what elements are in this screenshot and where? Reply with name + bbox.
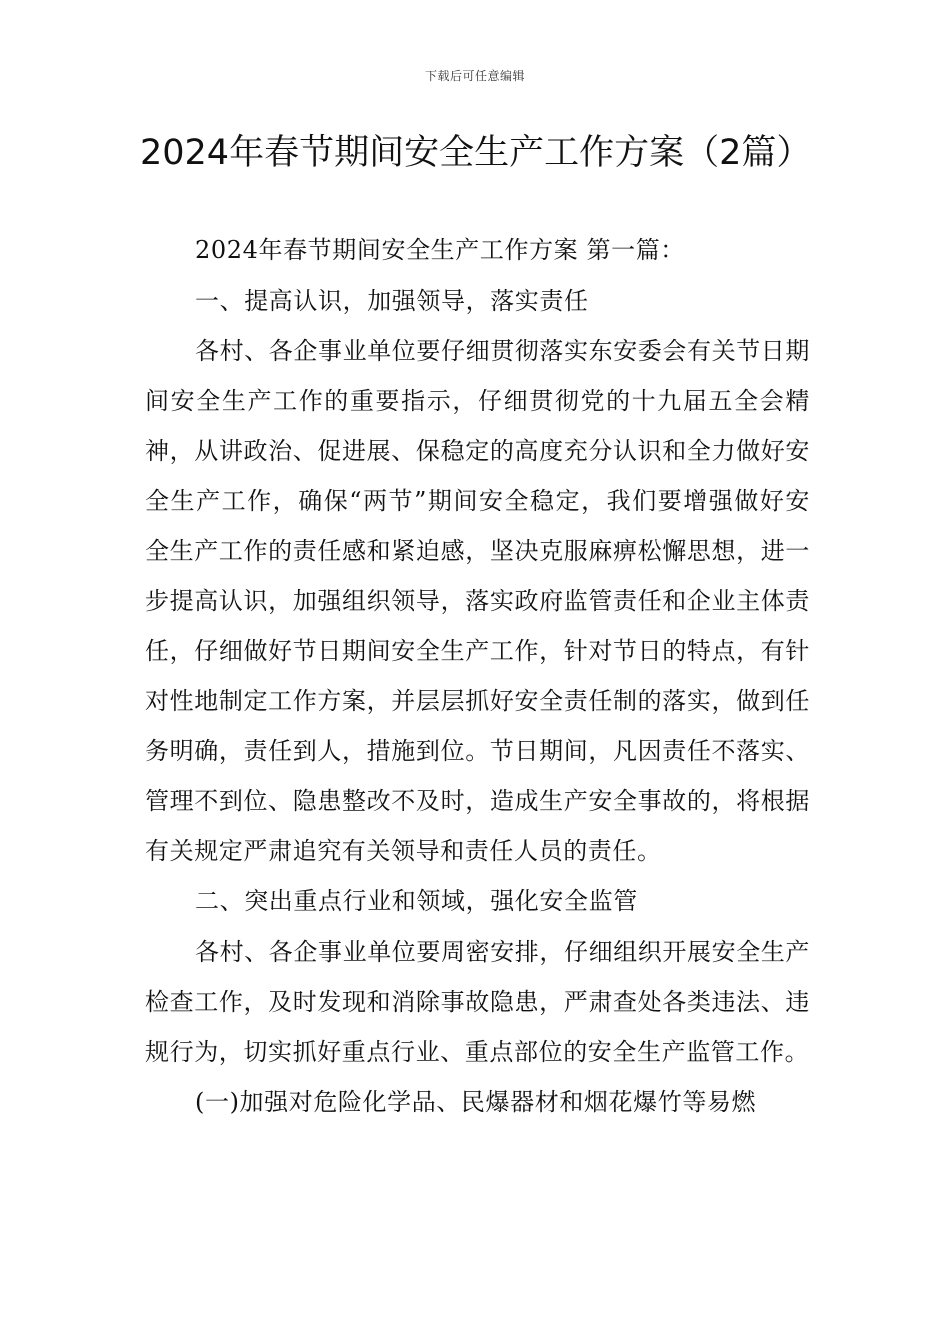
section-paragraph-2: 各村、各企事业单位要周密安排，仔细组织开展安全生产检查工作，及时发现和消除事故隐患，严肃查处各类违法、违规行为，切实抓好重点行业、重点部位的安全生产监管工作。 <box>145 937 810 1066</box>
section-heading-1: 一、提高认识，加强领导，落实责任 <box>195 286 589 315</box>
section-paragraph-1: 各村、各企事业单位要仔细贯彻落实东安委会有关节日期间安全生产工作的重要指示，仔细贯彻党的十九届五全会精神，从讲政治、促进展、保稳定的高度充分认识和全力做好安全生产工作，确保“两节”期间安全稳定，我们要增强做好安全生产工作的责任感和紧迫感，坚决克服麻痹松懈思想，进一步提高认识，加强组织领导，落实政府监管责任和企业主体责任，仔细做好节日期间安全生产工作，针对节日的特点，有针对性地制定工作方案，并层层抓好安全责任制的落实，做到任务明确，责任到人，措施到位。节日期间，凡因责任不落实、管理不到位、隐患整改不及时，造成生产安全事故的，将根据有关规定严肃追究有关领导和责任人员的责任。 <box>145 337 810 865</box>
document-body <box>145 225 810 1127</box>
section-heading-2: 二、突出重点行业和领域，强化安全监管 <box>195 887 638 915</box>
document-subtitle: 2024年春节期间安全生产工作方案 第一篇： <box>195 236 685 264</box>
header-note: 下载后可任意编辑 <box>424 69 525 83</box>
document-title: 2024年春节期间安全生产工作方案（2篇） <box>140 133 812 173</box>
subsection-heading: (一)加强对危险化学品、民爆器材和烟花爆竹等易燃 <box>195 1087 757 1116</box>
